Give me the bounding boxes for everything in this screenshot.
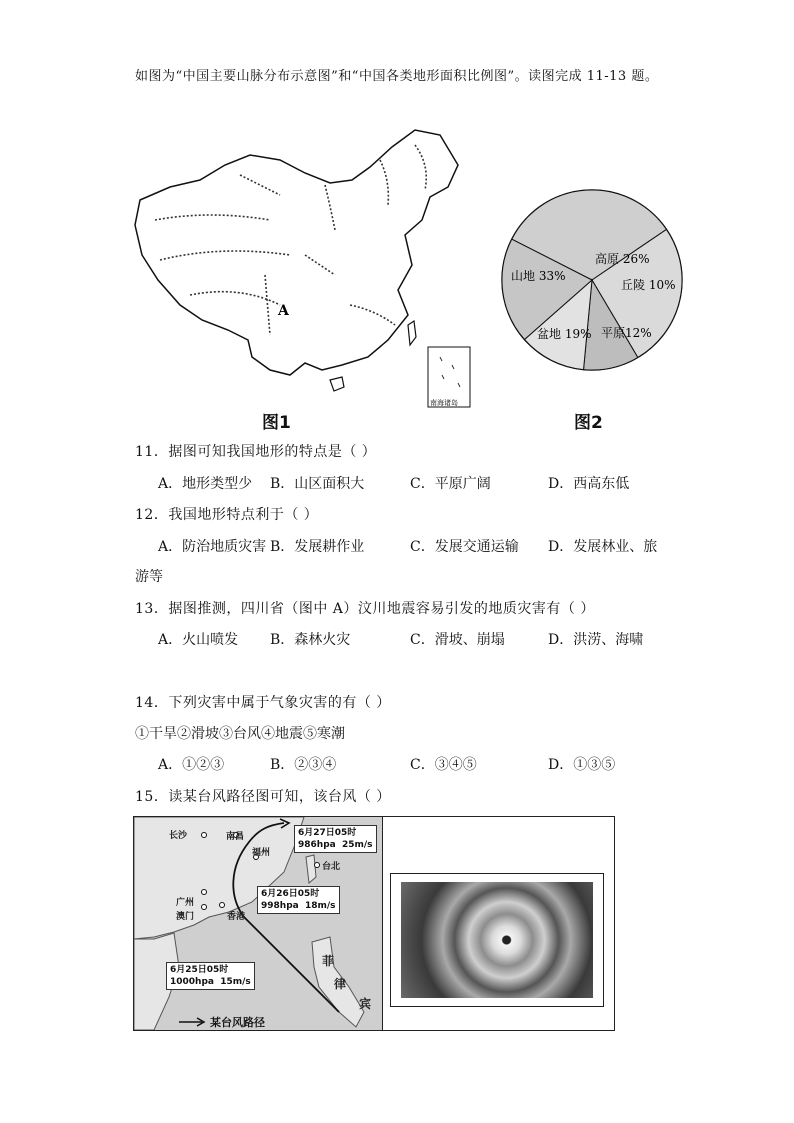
city-nanchang: 南昌 — [226, 832, 245, 842]
q13-stem: 13．据图推测，四川省（图中 A）汶川地震容易引发的地质灾害有（ ） — [135, 601, 595, 617]
q14-option-a[interactable]: A．①②③ — [158, 757, 225, 773]
q11-stem: 11．据图可知我国地形的特点是（ ） — [135, 444, 377, 460]
marker-a: A — [278, 303, 289, 319]
q11-option-d[interactable]: D．西高东低 — [548, 476, 630, 492]
fig1-caption: 图1 — [262, 413, 291, 433]
city-hongkong: 香港 — [227, 912, 246, 922]
label-philippines-1: 菲 — [322, 954, 335, 968]
typhoon-box-jun25: 6月25日05时 1000hpa 15m/s — [166, 962, 255, 990]
typhoon-box-jun27: 6月27日05时 986hpa 25m/s — [294, 825, 377, 853]
typhoon-path-map — [134, 817, 383, 1030]
svg-text:南海诸岛: 南海诸岛 — [430, 399, 458, 407]
china-mountain-map — [130, 125, 475, 410]
typhoon-figure — [133, 816, 615, 1031]
q14-items: ①干旱②滑坡③台风④地震⑤寒潮 — [135, 726, 345, 742]
q12-option-a[interactable]: A．防治地质灾害 — [158, 539, 267, 555]
mountain-ranges — [155, 145, 426, 335]
fig2-caption: 图2 — [574, 413, 603, 433]
q12-stem: 12．我国地形特点利于（ ） — [135, 507, 319, 523]
q12-option-d-continued: 游等 — [135, 569, 163, 585]
city-taipei: 台北 — [322, 862, 341, 872]
q13-option-c[interactable]: C．滑坡、崩塌 — [410, 632, 505, 648]
satellite-image-frame — [390, 873, 604, 1007]
q13-option-b[interactable]: B．森林火灾 — [270, 632, 351, 648]
q15-stem: 15．读某台风路径图可知，该台风（ ） — [135, 789, 391, 805]
label-philippines-3: 宾 — [359, 997, 372, 1011]
hainan-island — [330, 377, 344, 391]
pie-label-plateau: 高原 26% — [595, 252, 650, 266]
terrain-pie-chart — [495, 185, 690, 375]
q12-option-d[interactable]: D．发展林业、旅 — [548, 539, 658, 555]
city-guangzhou: 广州 — [176, 898, 195, 908]
q14-option-b[interactable]: B．②③④ — [270, 757, 337, 773]
label-philippines-2: 律 — [334, 977, 347, 991]
intro-text: 如图为“中国主要山脉分布示意图”和“中国各类地形面积比例图”。读图完成 11-13 题。 — [135, 69, 659, 84]
q11-option-a[interactable]: A．地形类型少 — [158, 476, 253, 492]
pie-label-plain: 平原12% — [601, 326, 652, 340]
pie-label-basin: 盆地 19% — [537, 327, 592, 341]
q11-option-b[interactable]: B．山区面积大 — [270, 476, 365, 492]
q14-option-c[interactable]: C．③④⑤ — [410, 757, 477, 773]
city-fuzhou: 福州 — [252, 848, 271, 858]
q12-option-c[interactable]: C．发展交通运输 — [410, 539, 519, 555]
q11-option-c[interactable]: C．平原广阔 — [410, 476, 491, 492]
pie-label-mountain: 山地 33% — [511, 269, 566, 283]
typhoon-box-jun26: 6月26日05时 998hpa 18m/s — [257, 886, 340, 914]
q14-stem: 14．下列灾害中属于气象灾害的有（ ） — [135, 695, 391, 711]
q13-option-d[interactable]: D．洪涝、海啸 — [548, 632, 644, 648]
satellite-typhoon-image — [401, 882, 593, 998]
typhoon-legend: 某台风路径 — [210, 1016, 265, 1029]
city-changsha: 长沙 — [169, 831, 188, 841]
south-sea-inset — [428, 347, 470, 407]
taiwan-island — [408, 321, 416, 345]
q14-option-d[interactable]: D．①③⑤ — [548, 757, 616, 773]
q12-option-b[interactable]: B．发展耕作业 — [270, 539, 365, 555]
city-macau: 澳门 — [176, 912, 195, 922]
q13-option-a[interactable]: A．火山喷发 — [158, 632, 239, 648]
pie-label-hills: 丘陵 10% — [621, 278, 676, 292]
